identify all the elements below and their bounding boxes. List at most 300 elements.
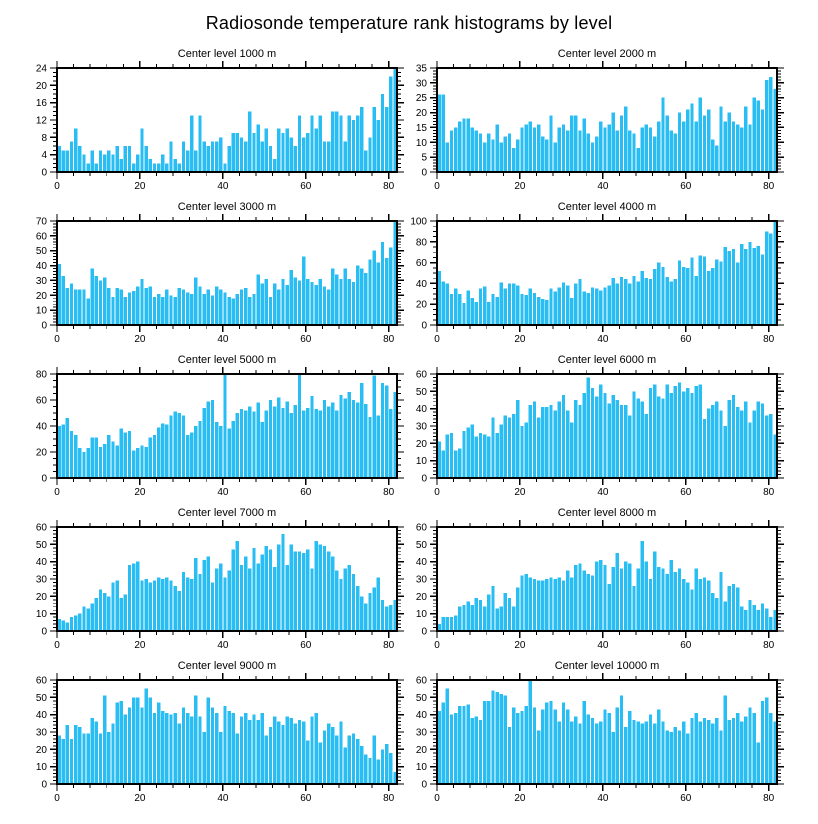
bar <box>475 302 478 325</box>
bar <box>389 409 392 478</box>
bar <box>95 438 98 478</box>
bar <box>240 409 243 478</box>
y-tick-label: 20 <box>35 744 47 756</box>
bar <box>491 690 494 784</box>
bar <box>454 289 457 325</box>
x-tick-label: 40 <box>597 793 609 804</box>
bar <box>252 548 255 631</box>
bar <box>595 289 598 325</box>
y-tick-label: 30 <box>415 421 427 433</box>
bar <box>479 289 482 325</box>
bar <box>169 715 172 784</box>
figure-title: Radiosonde temperature rank histograms by level <box>205 13 613 33</box>
bar <box>261 713 264 784</box>
bar <box>773 722 776 784</box>
bar <box>466 704 469 784</box>
bar <box>686 734 689 784</box>
bar <box>541 709 544 784</box>
bar <box>607 124 610 172</box>
bar <box>529 121 532 172</box>
bar <box>298 280 301 325</box>
bar <box>636 148 639 172</box>
bar <box>190 716 193 784</box>
bar <box>248 297 251 325</box>
y-tick-label: 20 <box>415 744 427 756</box>
bar <box>327 407 330 479</box>
bar <box>670 130 673 172</box>
bar <box>364 755 367 784</box>
bar <box>381 94 384 172</box>
bar <box>504 289 507 325</box>
y-tick-label: 0 <box>41 167 47 179</box>
bar <box>161 423 164 478</box>
bar <box>603 709 606 784</box>
bar <box>665 277 668 325</box>
subplot-5000m <box>0 352 409 505</box>
bar <box>302 257 305 325</box>
bar <box>475 130 478 172</box>
bar <box>261 142 264 172</box>
bar <box>475 716 478 784</box>
bar <box>111 442 114 478</box>
bar <box>368 417 371 478</box>
bar <box>203 732 206 784</box>
bar <box>323 400 326 478</box>
bar <box>157 294 160 325</box>
bar <box>566 709 569 784</box>
bars <box>57 374 396 478</box>
bar <box>186 713 189 784</box>
bar <box>368 593 371 631</box>
bar <box>261 422 264 478</box>
bar <box>612 732 615 784</box>
bar <box>533 579 536 631</box>
bar <box>653 384 656 478</box>
bar <box>744 249 747 325</box>
bar <box>265 410 268 478</box>
bar <box>583 292 586 325</box>
bar <box>111 155 114 172</box>
bar <box>227 711 230 784</box>
bar <box>562 395 565 478</box>
bar <box>153 435 156 478</box>
bar <box>70 617 73 631</box>
bar <box>500 282 503 325</box>
bar <box>294 277 297 325</box>
bar <box>636 569 639 631</box>
y-tick-label: 30 <box>415 574 427 586</box>
bar <box>144 689 147 784</box>
x-tick-label: 80 <box>383 181 395 192</box>
bar <box>686 110 689 172</box>
bar <box>620 569 623 631</box>
subplot-9000m <box>0 658 409 811</box>
bar <box>285 285 288 325</box>
bar <box>570 577 573 631</box>
bar <box>504 136 507 172</box>
subplot-6000m <box>409 352 818 505</box>
bar <box>381 242 384 325</box>
y-tick-label: 10 <box>415 762 427 774</box>
bar <box>624 405 627 478</box>
bar <box>661 722 664 784</box>
bar <box>132 163 135 172</box>
bar <box>591 388 594 478</box>
y-tick-label: 50 <box>415 386 427 398</box>
bar <box>732 121 735 172</box>
bar <box>657 567 660 631</box>
bar <box>215 569 218 631</box>
bar <box>599 121 602 172</box>
bar <box>310 716 313 784</box>
bar <box>57 146 60 172</box>
bar <box>674 727 677 784</box>
bar <box>554 142 557 172</box>
bar <box>111 297 114 325</box>
bar <box>628 711 631 784</box>
bar <box>393 392 396 478</box>
bar <box>352 120 355 172</box>
bar <box>153 713 156 784</box>
x-tick-label: 80 <box>763 793 775 804</box>
bar <box>645 124 648 172</box>
bar <box>169 142 172 172</box>
bar <box>62 276 65 325</box>
bar <box>599 722 602 784</box>
bar <box>520 426 523 478</box>
bar <box>331 556 334 631</box>
bar <box>248 569 251 631</box>
bar <box>524 423 527 478</box>
bar <box>277 722 280 784</box>
bars <box>437 221 776 325</box>
bar <box>256 274 259 325</box>
bar <box>732 395 735 478</box>
bar <box>554 410 557 478</box>
bar <box>194 558 197 631</box>
bar <box>339 722 342 784</box>
bar <box>86 448 89 478</box>
bar <box>670 732 673 784</box>
bar <box>385 386 388 478</box>
bar <box>458 706 461 784</box>
bar <box>285 401 288 478</box>
bar <box>240 137 243 172</box>
bar <box>446 283 449 325</box>
y-tick-label: 40 <box>415 557 427 569</box>
bar <box>124 297 127 325</box>
bar <box>339 579 342 631</box>
bar <box>198 574 201 631</box>
bar <box>207 146 210 172</box>
bar <box>562 703 565 784</box>
bar <box>120 598 123 631</box>
bar <box>190 433 193 479</box>
bar <box>269 297 272 325</box>
bar <box>632 276 635 325</box>
bar <box>670 560 673 631</box>
bar <box>665 730 668 784</box>
bars <box>57 534 396 631</box>
bar <box>512 283 515 325</box>
bar <box>385 107 388 172</box>
bar <box>711 268 714 325</box>
bar <box>364 273 367 325</box>
bar <box>265 735 268 784</box>
bar <box>182 708 185 784</box>
bar <box>678 569 681 631</box>
y-tick-label: 60 <box>35 675 47 687</box>
bar <box>483 701 486 784</box>
bar <box>636 398 639 478</box>
y-tick-label: 30 <box>35 574 47 586</box>
bar <box>248 111 251 172</box>
bar <box>678 730 681 784</box>
bar <box>74 435 77 478</box>
bars <box>437 77 776 172</box>
bar <box>661 398 664 478</box>
bar <box>393 600 396 631</box>
bar <box>144 447 147 478</box>
bar <box>558 577 561 631</box>
bar <box>694 386 697 478</box>
bar <box>466 428 469 478</box>
x-tick-label: 0 <box>54 181 60 192</box>
bar <box>757 246 760 325</box>
bar <box>512 607 515 631</box>
bar <box>462 431 465 478</box>
subplot-title: Center level 8000 m <box>557 507 657 519</box>
bar <box>466 119 469 172</box>
bar <box>471 605 474 631</box>
bar <box>495 608 498 631</box>
bar <box>290 718 293 784</box>
bar <box>769 77 772 172</box>
subplot-7000m <box>0 505 409 658</box>
bar <box>161 711 164 784</box>
bar <box>232 298 235 325</box>
x-tick-label: 40 <box>217 487 229 498</box>
bar <box>385 744 388 784</box>
bar <box>736 588 739 631</box>
bar <box>182 572 185 631</box>
bar <box>462 119 465 172</box>
bar <box>111 723 114 784</box>
bar <box>504 593 507 631</box>
bar <box>715 145 718 172</box>
bar <box>298 116 301 172</box>
bar <box>728 586 731 631</box>
bar <box>724 696 727 784</box>
bar <box>178 723 181 784</box>
bar <box>252 133 255 172</box>
subplot-title: Center level 7000 m <box>177 507 277 519</box>
bar <box>769 233 772 325</box>
bar <box>715 718 718 784</box>
bar <box>748 242 751 325</box>
x-tick-label: 60 <box>680 487 692 498</box>
bar <box>462 706 465 784</box>
subplot-1000m <box>0 46 409 199</box>
y-tick-label: 20 <box>415 108 427 120</box>
bar <box>533 127 536 172</box>
bar <box>298 374 301 478</box>
bar <box>628 416 631 478</box>
bar <box>690 393 693 478</box>
bar <box>207 556 210 631</box>
bar <box>491 417 494 478</box>
bar <box>103 696 106 784</box>
bar <box>107 150 110 172</box>
bar <box>641 723 644 784</box>
bar <box>103 277 106 325</box>
bar <box>707 720 710 784</box>
bar <box>256 720 259 784</box>
bar <box>281 534 284 631</box>
bar <box>198 116 201 172</box>
y-tick-label: 40 <box>35 557 47 569</box>
bar <box>529 405 532 478</box>
bar <box>670 281 673 325</box>
bar <box>437 711 440 784</box>
bar <box>703 419 706 478</box>
bar <box>487 133 490 172</box>
bars <box>57 689 396 784</box>
bar <box>583 570 586 631</box>
bar <box>773 435 776 478</box>
bar <box>219 426 222 478</box>
bar <box>348 735 351 784</box>
bar <box>285 129 288 172</box>
bar <box>724 247 727 325</box>
bar <box>471 424 474 478</box>
bar <box>103 444 106 478</box>
bar <box>566 570 569 631</box>
bar <box>99 734 102 784</box>
bar <box>223 292 226 325</box>
bar <box>690 589 693 631</box>
bar <box>682 121 685 172</box>
bar <box>769 617 772 631</box>
bar <box>495 433 498 478</box>
bar <box>607 584 610 631</box>
bar <box>223 706 226 784</box>
bar <box>570 423 573 478</box>
bar <box>707 271 710 325</box>
bar <box>335 570 338 631</box>
bar <box>661 569 664 631</box>
bar <box>719 572 722 631</box>
bar <box>273 283 276 325</box>
bar <box>574 400 577 478</box>
bar <box>437 624 440 631</box>
bar <box>450 294 453 325</box>
bar <box>107 435 110 478</box>
bar <box>483 607 486 631</box>
bar <box>500 142 503 172</box>
bar <box>632 586 635 631</box>
bar <box>190 579 193 631</box>
bar <box>232 550 235 631</box>
bar <box>682 722 685 784</box>
bar <box>269 146 272 172</box>
bar <box>512 708 515 784</box>
bar <box>128 708 131 784</box>
bar <box>319 742 322 784</box>
bar <box>186 292 189 325</box>
bar <box>327 142 330 172</box>
bar <box>120 159 123 172</box>
bar <box>491 294 494 325</box>
bar <box>310 282 313 325</box>
histogram-svg-7000m <box>0 505 409 658</box>
bar <box>344 142 347 172</box>
x-tick-label: 80 <box>763 487 775 498</box>
bar <box>753 713 756 784</box>
bar <box>277 129 280 172</box>
bar <box>549 577 552 631</box>
bar <box>211 295 214 325</box>
bar <box>587 715 590 784</box>
bar <box>566 285 569 325</box>
bar <box>120 701 123 784</box>
x-tick-label: 0 <box>434 181 440 192</box>
bar <box>223 374 226 478</box>
y-tick-label: 60 <box>415 522 427 534</box>
y-tick-label: 30 <box>415 78 427 90</box>
bar <box>495 692 498 784</box>
y-tick-label: 50 <box>35 692 47 704</box>
bar <box>607 403 610 478</box>
bar <box>537 581 540 631</box>
bar <box>124 715 127 784</box>
bar <box>607 713 610 784</box>
bar <box>674 386 677 478</box>
bar <box>578 279 581 325</box>
bar <box>773 221 776 325</box>
bar <box>761 110 764 172</box>
bar <box>508 133 511 172</box>
bar <box>583 393 586 478</box>
bar <box>442 450 445 478</box>
bar <box>140 279 143 325</box>
bar <box>186 435 189 478</box>
y-tick-label: 0 <box>41 626 47 638</box>
bar <box>562 282 565 325</box>
bar <box>661 98 664 172</box>
bar <box>657 397 660 478</box>
bar <box>339 395 342 478</box>
bar <box>157 163 160 172</box>
bar <box>236 734 239 784</box>
bar <box>169 416 172 478</box>
bar <box>339 279 342 325</box>
x-tick-label: 40 <box>217 640 229 651</box>
histogram-svg-3000m <box>0 199 409 352</box>
bar <box>454 450 457 478</box>
bar <box>761 603 764 631</box>
bar <box>314 541 317 631</box>
bar <box>446 435 449 478</box>
bar <box>86 298 89 325</box>
bar <box>587 133 590 172</box>
x-tick-label: 80 <box>383 487 395 498</box>
y-tick-label: 5 <box>421 152 427 164</box>
x-tick-label: 20 <box>134 640 146 651</box>
bar <box>298 720 301 784</box>
bar <box>694 713 697 784</box>
bar <box>665 574 668 631</box>
